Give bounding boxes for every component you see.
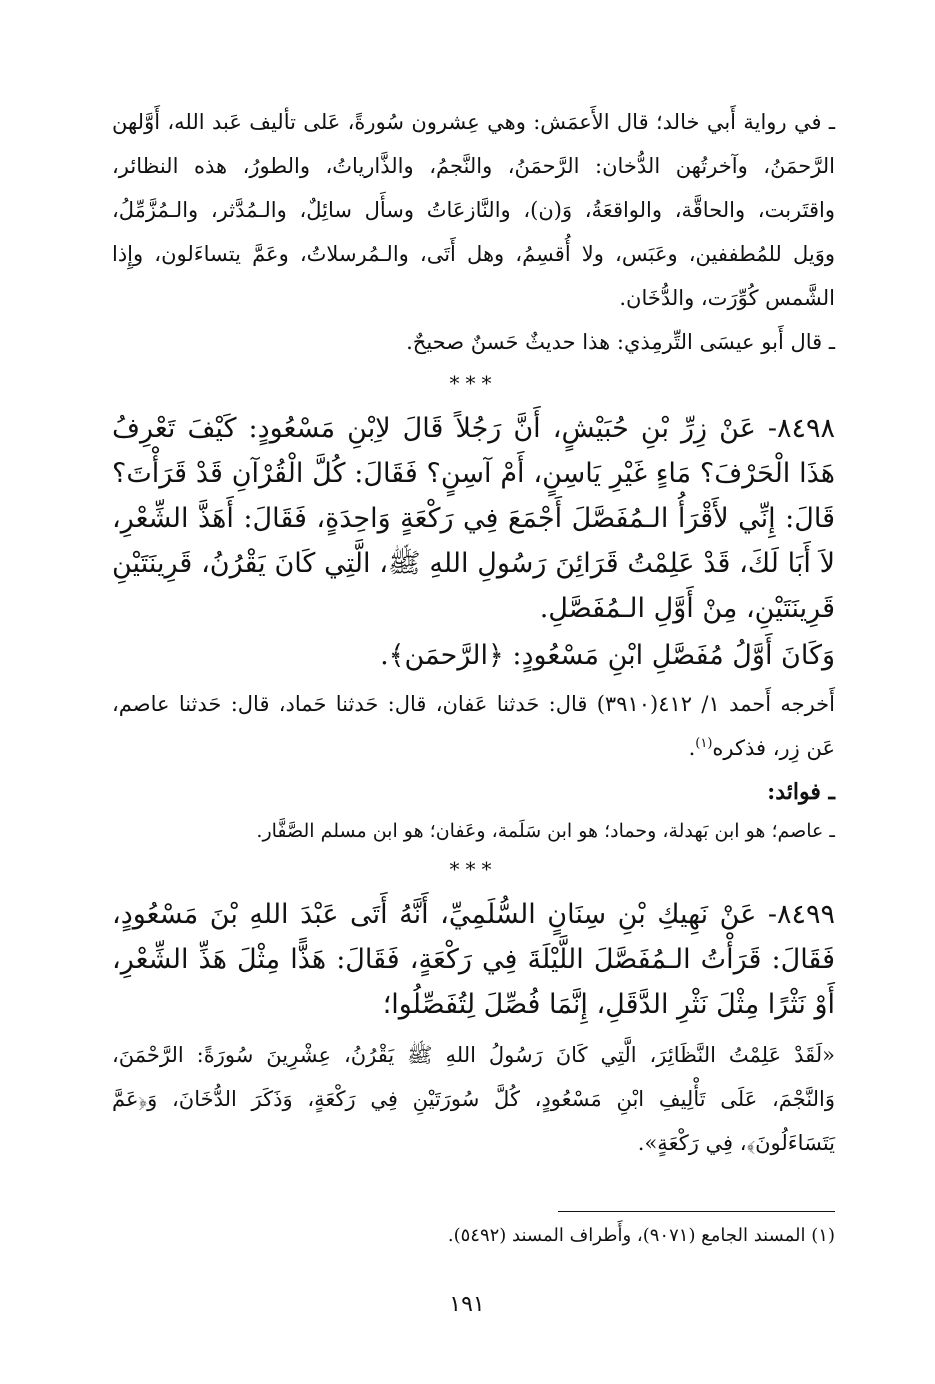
footnote-marker: (١) [695,736,713,751]
takhrij-paragraph [112,684,835,768]
hadith-8498-text: ٨٤٩٨- عَنْ زِرِّ بْنِ حُبَيْشٍ، أَنَّ رَجُلاً قَالَ لاِبْنِ مَسْعُودٍ: كَيْفَ تَعْرِفُ هَذَا الْحَرْفَ؟ مَاءٍ غَيْرِ يَاسِنٍ، أَمْ آسِنٍ؟ فَقَالَ: كُلَّ الْقُرْآنِ قَدْ قَرَأْتَ؟ قَالَ: إِنِّي لأَقْرَأُ الـمُفَصَّلَ أَجْمَعَ فِي رَكْعَةٍ وَاحِدَةٍ، فَقَالَ: أَهَذَّ الشِّعْرِ، لاَ أَبَا لَكَ، قَدْ عَلِمْتُ قَرَائِنَ رَسُولِ اللهِ ﷺ، الَّتِي كَانَ يَقْرُنُ، قَرِينَتَيْنِ قَرِينَتَيْنِ، مِنْ أَوَّلِ الـمُفَصَّلِ. [112,413,835,624]
footnote-divider [558,1211,835,1212]
tirmidhi-grading: ـ قال أَبو عيسَى التِّرمِذي: هذا حديثٌ حَسنٌ صحيحٌ. [406,330,835,354]
hadith-8499-quote: «لَقَدْ عَلِمْتُ النَّظَائِرَ، الَّتِي كَانَ رَسُولُ اللهِ ﷺ يَقْرُنُ، عِشْرِينَ سُورَةً: الرَّحْمَنَ، وَالنَّجْمَ، عَلَى تَأْلِيفِ ابْنِ مَسْعُودٍ، كُلَّ سُورَتَيْنِ فِي رَكْعَةٍ، وَذَكَرَ الدُّخَانَ، وَ﴿عَمَّ يَتَسَاءَلُونَ﴾، فِي رَكْعَةٍ». [112,1043,835,1155]
takhrij-text: أَخرجه أَحمد ١/ ٤١٢(٣٩١٠) قال: حَدثنا عَفان، قال: حَدثنا حَماد، قال: حَدثنا عاصم، عَن زِر، فذكره [112,692,835,760]
takhrij-end: . [688,736,696,760]
page-body [112,100,835,1165]
section-separator: *** [449,371,498,395]
fawaid-text: ـ عاصم؛ هو ابن بَهدلة، وحماد؛ هو ابن سَلَمة، وعَفان؛ هو ابن مسلم الصَّفَّار. [256,820,835,842]
hadith-8499-text: ٨٤٩٩- عَنْ نَهِيكِ بْنِ سِنَانٍ السُّلَمِيِّ، أَنَّهُ أَتَى عَبْدَ اللهِ بْنَ مَسْعُودٍ، فَقَالَ: قَرَأْتُ الـمُفَصَّلَ اللَّيْلَةَ فِي رَكْعَةٍ، فَقَالَ: هَذًّا مِثْلَ هَذِّ الشِّعْرِ، أَوْ نَثْرًا مِثْلَ نَثْرِ الدَّقَلِ، إِنَّمَا فُصِّلَ لِتُفَصِّلُوا؛ [112,899,835,1020]
page-number: ١٩١ [449,1292,485,1317]
fawaid-heading: ـ فوائد: [767,779,835,805]
section-separator: *** [449,857,498,881]
narration-paragraph: ـ في رواية أَبي خالد؛ قال الأَعمَش: وهي عِشرون سُورةً، عَلى تأليف عَبد الله، أَوَّلهن الرَّحمَنُ، وآخرتُهن الدُّخان: الرَّحمَنُ، والنَّجمُ، والذَّارياتُ، والطورُ، هذه النظائر، واقتَربت، والحاقَّة، والواقعَةُ، وَ(ن)، والنَّازعَاتُ وسأَل سائِلٌ، والـمُدَّثر، والـمُزَّمِّلُ، ووَيل للمُطففين، وعَبَس، ولا أُقسِمُ، وهل أَتَى، والـمُرسلاتُ، وعَمَّ يتساءَلون، وإِذا الشَّمس كُوِّرَت، والدُّخَان. [112,110,835,310]
hadith-8498-continuation: وَكَانَ أَوَّلُ مُفَصَّلِ ابْنِ مَسْعُودٍ: ﴿الرَّحمَن﴾. [380,640,835,671]
footnote-1: (١) المسند الجامع (٩٠٧١)، وأَطراف المسند (٥٤٩٢). [447,1225,835,1246]
